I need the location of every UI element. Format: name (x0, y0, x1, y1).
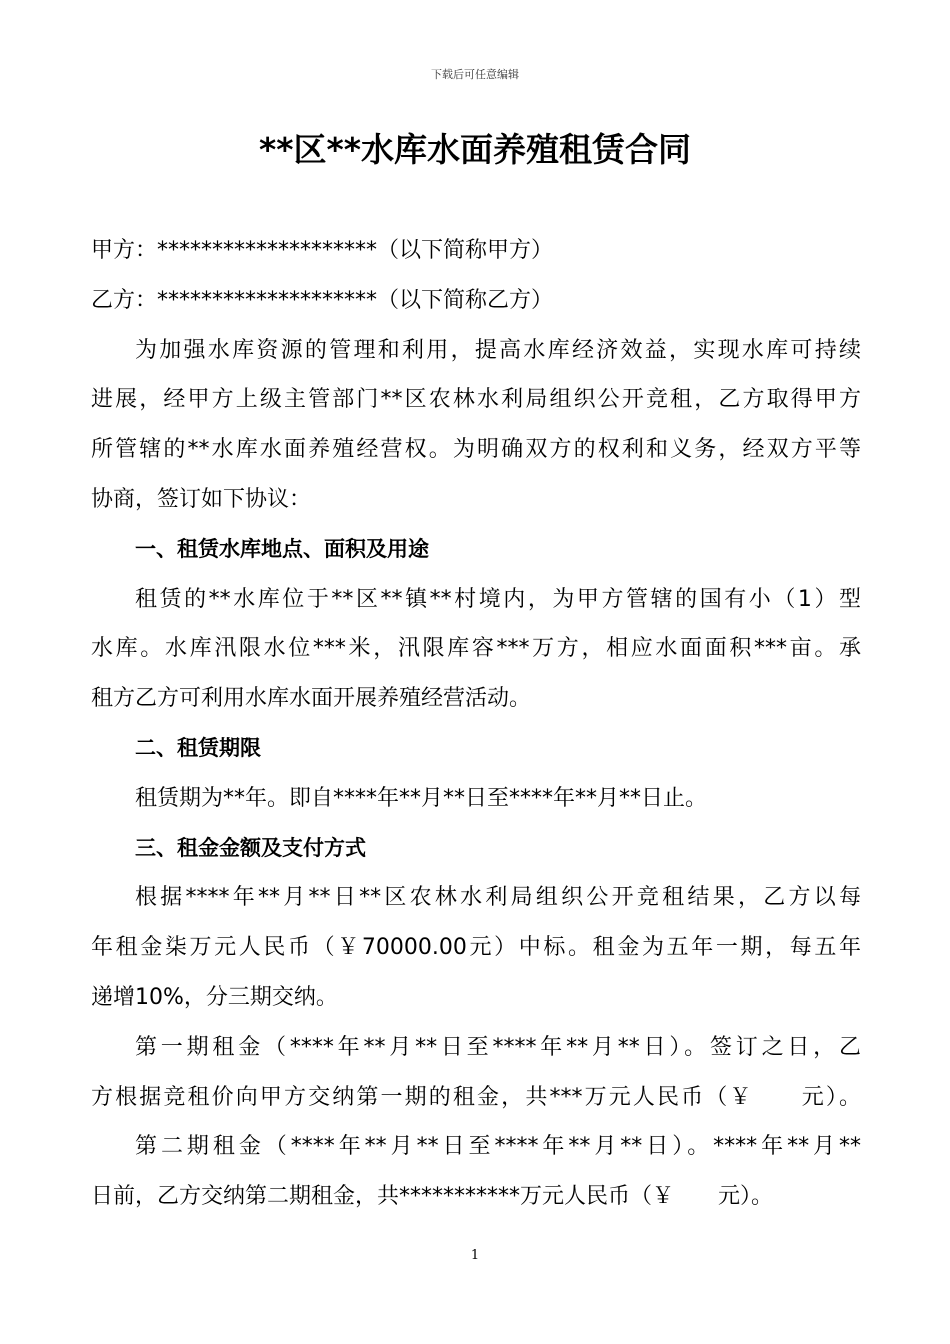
paragraph-line: 所管辖的**水库水面养殖经营权。为明确双方的权利和义务，经双方平等 (91, 437, 861, 463)
section-heading-1: 一、租赁水库地点、面积及用途 (135, 536, 429, 561)
paragraph-line: 为加强水库资源的管理和利用，提高水库经济效益，实现水库可持续 (135, 337, 861, 363)
paragraph-line: 水库。水库汛限水位***米，汛限库容***万方，相应水面面积***亩。承 (91, 636, 861, 662)
document-body (91, 226, 861, 1222)
paragraph-line: 第一期租金（****年**月**日至****年**月**日）。签订之日，乙 (135, 1034, 861, 1060)
paragraph-line: 租赁期为**年。即自****年**月**日至****年**月**日止。 (135, 785, 708, 811)
paragraph-line: 租方乙方可利用水库水面开展养殖经营活动。 (91, 686, 532, 712)
paragraph-line: 第二期租金（****年**月**日至****年**月**日）。****年**月** (135, 1134, 861, 1160)
paragraph-line: 协商，签订如下协议： (91, 486, 312, 512)
party-b-line: 乙方：********************（以下简称乙方） (91, 287, 554, 313)
section-heading-3: 三、租金金额及支付方式 (135, 835, 366, 860)
header-note: 下载后可任意编辑 (431, 68, 519, 81)
page-number: 1 (470, 1248, 480, 1263)
section-heading-2: 二、租赁期限 (135, 735, 261, 760)
paragraph-line: 年租金柒万元人民币（￥70000.00元）中标。租金为五年一期，每五年 (91, 935, 861, 961)
party-a-line: 甲方：********************（以下简称甲方） (91, 238, 554, 263)
paragraph-line: 递增10%，分三期交纳。 (91, 984, 338, 1010)
paragraph-line: 日前，乙方交纳第二期租金，共***********万元人民币（￥ 元）。 (91, 1184, 774, 1210)
document-title: **区**水库水面养殖租赁合同 (258, 130, 692, 169)
paragraph-line: 进展，经甲方上级主管部门**区农林水利局组织公开竞租，乙方取得甲方 (91, 387, 861, 413)
paragraph-line: 租赁的**水库位于**区**镇**村境内，为甲方管辖的国有小（1）型 (135, 586, 861, 612)
paragraph-line: 根据****年**月**日**区农林水利局组织公开竞租结果，乙方以每 (135, 885, 861, 911)
paragraph-line: 方根据竞租价向甲方交纳第一期的租金，共***万元人民币（￥ 元）。 (91, 1084, 861, 1110)
